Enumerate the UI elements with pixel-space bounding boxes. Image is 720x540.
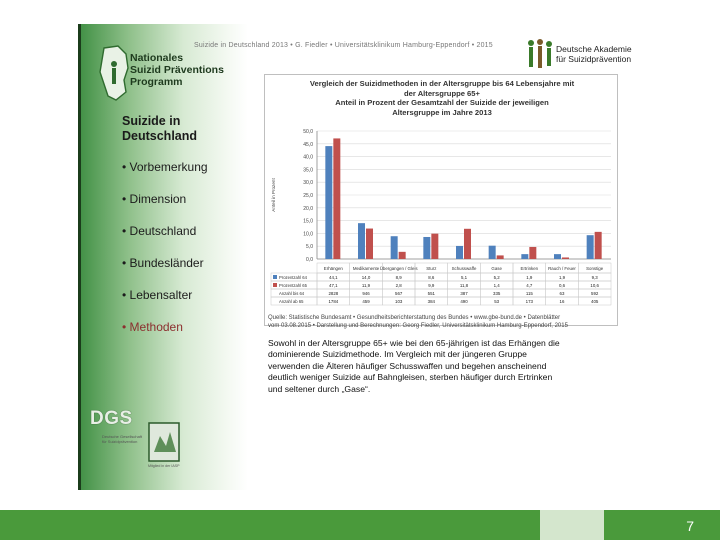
table-value: 11,9 (361, 282, 371, 288)
dgs-wordmark: DGS (90, 408, 133, 429)
dgs-logo (90, 408, 180, 478)
table-value: 53 (494, 298, 500, 304)
table-value: 2828 (328, 290, 339, 296)
bar-bis-64-5 (489, 246, 496, 259)
npp-line: Nationales (130, 52, 184, 64)
category-label: Übergangen / Gleis (379, 266, 418, 271)
summary-line: dominierende Suizidmethode. Im Vergleich mit der jüngeren Gruppe (268, 349, 527, 360)
dgs-subtitle: Deutsche Gesellschaft für Suizidprävention (102, 434, 143, 444)
bar-bis-64-2 (391, 236, 398, 259)
dgs-note: Mitglied in der IASP (148, 464, 180, 468)
y-tick-label: 35,0 (303, 167, 313, 174)
table-value: 592 (591, 290, 599, 296)
table-value: 14,0 (361, 274, 371, 280)
nav-item-lebensalter[interactable]: • Lebensalter (122, 288, 193, 302)
category-label: Gase (491, 266, 502, 271)
bar-ab-65-8 (595, 232, 602, 259)
bar-ab-65-0 (333, 138, 340, 259)
category-label: Sturz (426, 266, 437, 271)
dasp-line: Deutsche Akademie (556, 44, 632, 54)
table-value: 5,1 (460, 274, 468, 280)
chart-title-line: Anteil in Prozent der Gesamtzahl der Suizide der jeweiligen (335, 98, 549, 108)
dgs-emblem-icon (148, 422, 180, 462)
table-value: 173 (525, 298, 533, 304)
table-value: 44,1 (329, 274, 338, 280)
method-comparison-chart (264, 74, 618, 326)
chart-title-line: der Altersgruppe 65+ (404, 88, 480, 98)
table-value: 335 (493, 290, 501, 296)
chart-title-line: Altersgruppe im Jahre 2013 (392, 107, 492, 117)
y-tick-label: 15,0 (303, 218, 313, 225)
table-value: 16 (559, 298, 565, 304)
table-value: 47,1 (329, 282, 338, 288)
table-value: 2,8 (395, 282, 402, 288)
bar-ab-65-6 (529, 247, 536, 259)
bar-bis-64-7 (554, 254, 561, 259)
summary-line: deutlich weniger Suizide auf Bahngleisen, sterben häufiger durch Ertrinken (268, 372, 553, 383)
table-value: 405 (591, 298, 599, 304)
table-value: 1,9 (558, 274, 566, 280)
y-tick-label: 50,0 (303, 129, 313, 135)
table-value: 459 (362, 298, 370, 304)
y-tick-label: 45,0 (303, 141, 313, 148)
page-number: 7 (686, 518, 694, 534)
table-value: 9,9 (428, 282, 435, 288)
nav-item-bundeslaender[interactable]: • Bundesländer (122, 256, 204, 270)
dasp-line: für Suizidprävention (556, 54, 632, 64)
table-row-label: Prozentzahl 64 (279, 274, 307, 280)
y-tick-label: 20,0 (303, 205, 313, 212)
y-tick-label: 40,0 (303, 154, 313, 161)
slide-border (78, 24, 81, 490)
table-value: 103 (395, 298, 403, 304)
dasp-title (556, 44, 632, 64)
bar-ab-65-3 (431, 234, 438, 259)
source-line: Quelle: Statistische Bundesamt • Gesundheitsberichterstattung des Bundes • www.gbe-bund.de • Datenblätter (268, 315, 561, 321)
bar-ab-65-1 (366, 229, 373, 259)
summary-line: verwenden die Älteren häufiger Schusswaffen und begehen anscheinend (268, 360, 547, 371)
table-value: 5,2 (493, 274, 500, 280)
table-row-label: Anzahl ab 65 (279, 298, 304, 304)
category-label: Schusswaffe (451, 266, 477, 271)
npp-title (130, 52, 224, 88)
table-value: 567 (395, 290, 403, 296)
table-value: 4,7 (526, 282, 533, 288)
y-tick-label: 0,0 (306, 257, 313, 263)
nav-item-methoden[interactable]: • Methoden (122, 320, 183, 334)
bar-ab-65-2 (399, 252, 406, 259)
legend-swatch (273, 275, 277, 279)
dasp-people-icon (524, 38, 554, 70)
bar-ab-65-5 (497, 255, 504, 259)
header-credit: Suizide in Deutschland 2013 • G. Fiedler • Universitätsklinikum Hamburg-Eppendorf • 2015 (194, 42, 493, 49)
bar-bis-64-1 (358, 223, 365, 259)
table-value: 115 (525, 290, 533, 296)
section-title-line: Suizide in (122, 114, 181, 128)
y-tick-label: 10,0 (303, 231, 313, 238)
table-value: 1,4 (493, 282, 500, 288)
category-label: Medikamente (352, 266, 380, 271)
footer-bar (0, 510, 720, 540)
table-row-label: Anzahl bis 64 (279, 290, 305, 296)
category-label: Sonstige (586, 266, 604, 271)
topic-nav (122, 160, 208, 352)
bar-ab-65-7 (562, 257, 569, 259)
footer-highlight (540, 510, 604, 540)
npp-logo-icon (96, 44, 132, 102)
table-value: 946 (362, 290, 370, 296)
nav-item-dimension[interactable]: • Dimension (122, 192, 187, 206)
bar-bis-64-8 (587, 235, 594, 259)
y-axis-label: Anteil in Prozent (271, 178, 276, 212)
table-value: 9,3 (591, 274, 598, 280)
bar-bis-64-3 (423, 237, 430, 259)
legend-swatch (273, 283, 277, 287)
summary-line: Sowohl in der Altersgruppe 65+ wie bei den 65-jährigen ist das Erhängen die (268, 338, 560, 348)
scanned-slide (78, 24, 658, 490)
chart-title-line: Vergleich der Suizidmethoden in der Altersgruppe bis 64 Lebensjahre mit (309, 79, 575, 88)
bar-bis-64-6 (521, 254, 528, 259)
y-tick-label: 5,0 (306, 244, 313, 251)
table-value: 11,8 (459, 282, 469, 288)
section-title (122, 114, 197, 144)
table-value: 1784 (328, 298, 339, 304)
table-value: 384 (427, 298, 435, 304)
source-note (268, 314, 618, 330)
nav-item-deutschland[interactable]: • Deutschland (122, 224, 197, 238)
npp-line: Suizid Präventions (130, 64, 224, 76)
y-tick-label: 25,0 (303, 193, 313, 199)
table-value: 8,9 (395, 274, 402, 280)
table-value: 490 (460, 298, 468, 304)
summary-line: und seltener durch „Gase“. (268, 383, 371, 394)
category-label: Erhängen (323, 266, 343, 271)
section-title-line: Deutschland (122, 129, 198, 143)
table-value: 1,9 (526, 274, 533, 280)
table-value: 8,6 (428, 274, 435, 280)
bar-bis-64-4 (456, 246, 463, 259)
npp-line: Programm (130, 76, 183, 88)
table-value: 10,6 (590, 282, 599, 288)
nav-item-vorbemerkung[interactable]: • Vorbemerkung (122, 160, 208, 174)
category-label: Rauch / Feuer (548, 266, 576, 271)
bar-ab-65-4 (464, 229, 471, 259)
table-row-label: Prozentzahl 65 (279, 282, 307, 288)
table-value: 387 (460, 290, 468, 296)
chart-canvas (265, 75, 619, 327)
y-tick-label: 30,0 (303, 180, 313, 187)
summary-text (268, 338, 628, 395)
source-line: vom 03.08.2015 • Darstellung und Berechnungen: Georg Fiedler, Universitätsklinikum Hamburg-Eppendorf, 2015 (268, 323, 568, 329)
table-value: 63 (559, 290, 565, 296)
table-value: 0,6 (558, 282, 566, 288)
category-label: Ertrinken (520, 266, 539, 271)
table-value: 551 (427, 290, 435, 296)
bar-bis-64-0 (325, 146, 332, 259)
